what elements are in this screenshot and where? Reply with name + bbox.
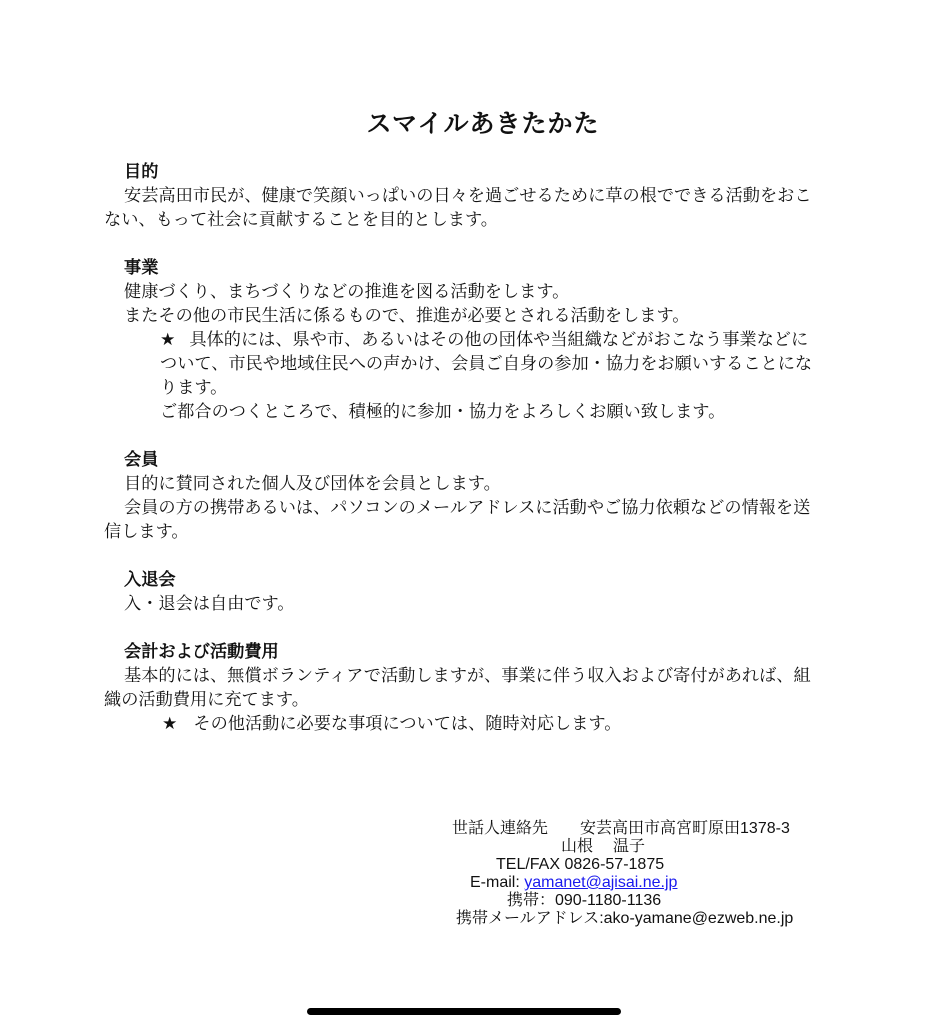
section-business <box>104 256 814 424</box>
contact-mobile-mail: 携帯メールアドレス:ako-yamane@ezweb.ne.jp <box>456 910 794 927</box>
contact-name-line <box>420 838 880 856</box>
business-line-2: またその他の市民生活に係るもので、推進が必要とされる活動をします。 <box>124 306 690 326</box>
contact-block <box>420 820 880 928</box>
section-join-leave <box>104 568 814 616</box>
star-icon: ★ <box>160 330 176 350</box>
document-body <box>104 160 814 760</box>
section-accounting <box>104 640 814 736</box>
business-line-1: 健康づくり、まちづくりなどの推進を図る活動をします。 <box>124 282 570 302</box>
home-indicator-bar[interactable] <box>307 1008 621 1015</box>
section-purpose <box>104 160 814 232</box>
members-text: 会員の方の携帯あるいは、パソコンのメールアドレスに活動やご協力依頼などの情報を送信します。 <box>104 498 811 542</box>
purpose-text: 安芸高田市民が、健康で笑顔いっぱいの日々を過ごせるために草の根でできる活動をおこない、もって社会に貢献することを目的とします。 <box>104 186 812 230</box>
section-heading-members: 会員 <box>124 450 159 470</box>
business-request-note: ご都合のつくところで、積極的に参加・協力をよろしくお願い致します。 <box>160 402 726 422</box>
section-heading-accounting: 会計および活動費用 <box>124 642 279 662</box>
contact-email-line <box>420 874 880 892</box>
contact-email-link[interactable]: yamanet@ajisai.ne.jp <box>524 874 678 891</box>
join-leave-text: 入・退会は自由です。 <box>124 594 295 614</box>
members-line-1: 目的に賛同された個人及び団体を会員とします。 <box>124 474 501 494</box>
business-star-text: 具体的には、県や市、あるいはその他の団体や当組織などがおこなう事業などについて、市民や地域住民への声かけ、会員ご自身の参加・協力をお願いすることになります。 <box>160 330 813 398</box>
section-heading-join-leave: 入退会 <box>124 570 176 590</box>
contact-email-label: E-mail: <box>470 874 525 891</box>
contact-label: 世話人連絡先 <box>452 820 549 837</box>
contact-given-name: 温子 <box>613 838 646 855</box>
contact-surname: 山根 <box>561 838 594 855</box>
section-heading-business: 事業 <box>124 258 159 278</box>
contact-address: 安芸高田市高宮町原田1378-3 <box>580 820 790 837</box>
contact-mobile: 携帯：090-1180-1136 <box>507 892 662 909</box>
business-star-note <box>104 328 814 400</box>
accounting-text: 基本的には、無償ボランティアで活動しますが、事業に伴う収入および寄付があれば、組織の活動費用に充てます。 <box>104 666 811 710</box>
accounting-star-note <box>104 712 814 736</box>
accounting-star-text: その他活動に必要な事項については、随時対応します。 <box>193 714 622 734</box>
section-members <box>104 448 814 544</box>
star-icon: ★ <box>162 714 178 734</box>
contact-label-line <box>420 820 880 838</box>
section-heading-purpose: 目的 <box>124 162 159 182</box>
page-title: スマイルあきたかた <box>366 109 600 138</box>
contact-telfax: TEL/FAX 0826-57-1875 <box>496 856 665 873</box>
